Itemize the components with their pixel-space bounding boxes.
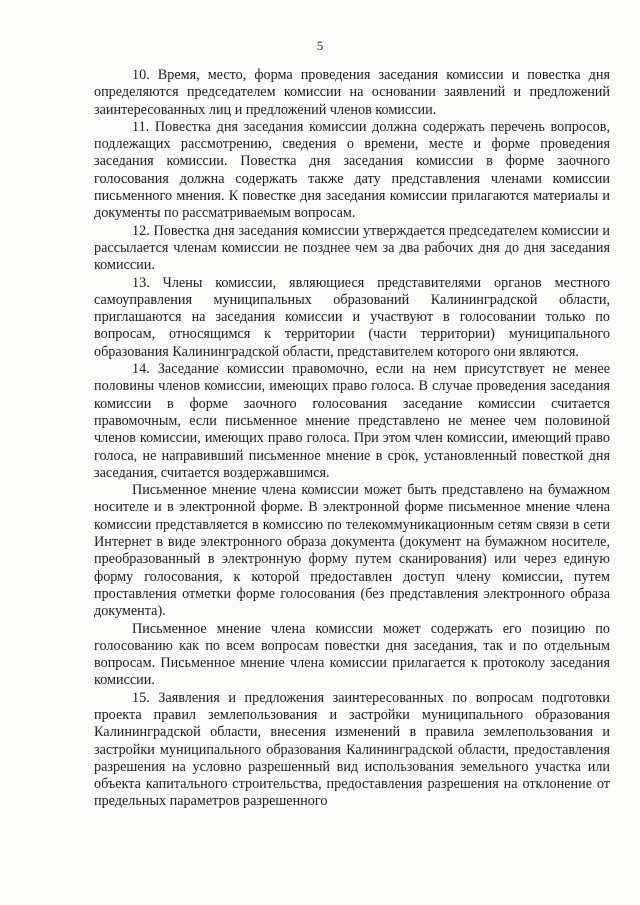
paragraph-written-opinion-form: Письменное мнение члена комиссии может быть представлено на бумажном носителе и в электронной форме. В электронной форме письменное мнение члена комиссии представляется в комиссию по телекоммуникационным сетям связи в сети Интернет в виде электронного образа документа (документ на бумажном носителе, преобразованный в электронную форму путем сканирования) или через единую форму голосования, к которой предоставлен доступ члену комиссии, путем проставления отметки форме голосования (без представления электронного образа документа). (94, 482, 610, 620)
paragraph-item-13: 13. Члены комиссии, являющиеся представителями органов местного самоуправления муниципальных образований Калининградской области, приглашаются на заседания комиссии и участвуют в голосовании только по вопросам, относящимся к территории (части территории) муниципального образования Калининградской области, представителем которого они являются. (94, 274, 610, 360)
paragraph-item-15: 15. Заявления и предложения заинтересованных по вопросам подготовки проекта правил землепользования и застройки муниципального образования Калининградской области, внесения изменений в правила землепользования и застройки муниципального образования Калининградской области, предоставления разрешения на условно разрешенный вид использования земельного участка или объекта капитального строительства, предоставления разрешения на отклонение от предельных параметров разрешенного (94, 689, 610, 810)
paragraph-written-opinion-content: Письменное мнение члена комиссии может содержать его позицию по голосованию как по всем вопросам повестки дня заседания, так и по отдельным вопросам. Письменное мнение члена комиссии прилагается к протоколу заседания комиссии. (94, 620, 610, 689)
paragraph-item-14: 14. Заседание комиссии правомочно, если на нем присутствует не менее половины членов комиссии, имеющих право голоса. В случае проведения заседания комиссии в форме заочного голосования заседание комиссии считается правомочным, если письменное мнение представлено не менее чем половиной членов комиссии, имеющих право голоса. При этом член комиссии, имеющий право голоса, не направивший письменное мнение в срок, установленный повесткой дня заседания, считается воздержавшимся. (94, 361, 610, 481)
paragraph-item-10: 10. Время, место, форма проведения заседания комиссии и повестка дня определяются председателем комиссии на основании заявлений и предложений заинтересованных лиц и предложений членов комиссии. (94, 67, 610, 118)
document-body (94, 67, 610, 811)
paragraph-item-12: 12. Повестка дня заседания комиссии утверждается председателем комиссии и рассылается членам комиссии не позднее чем за два рабочих дня до дня заседания комиссии. (94, 222, 610, 274)
paragraph-item-11: 11. Повестка дня заседания комиссии должна содержать перечень вопросов, подлежащих рассмотрению, сведения о времени, месте и форме проведения заседания комиссии. Повестка дня заседания комиссии в форме заочного голосования должна содержать также дату представления членами комиссии письменного мнения. К повестке дня заседания комиссии прилагаются материалы и документы по рассматриваемым вопросам. (94, 118, 610, 222)
page-number: 5 (316, 38, 324, 53)
